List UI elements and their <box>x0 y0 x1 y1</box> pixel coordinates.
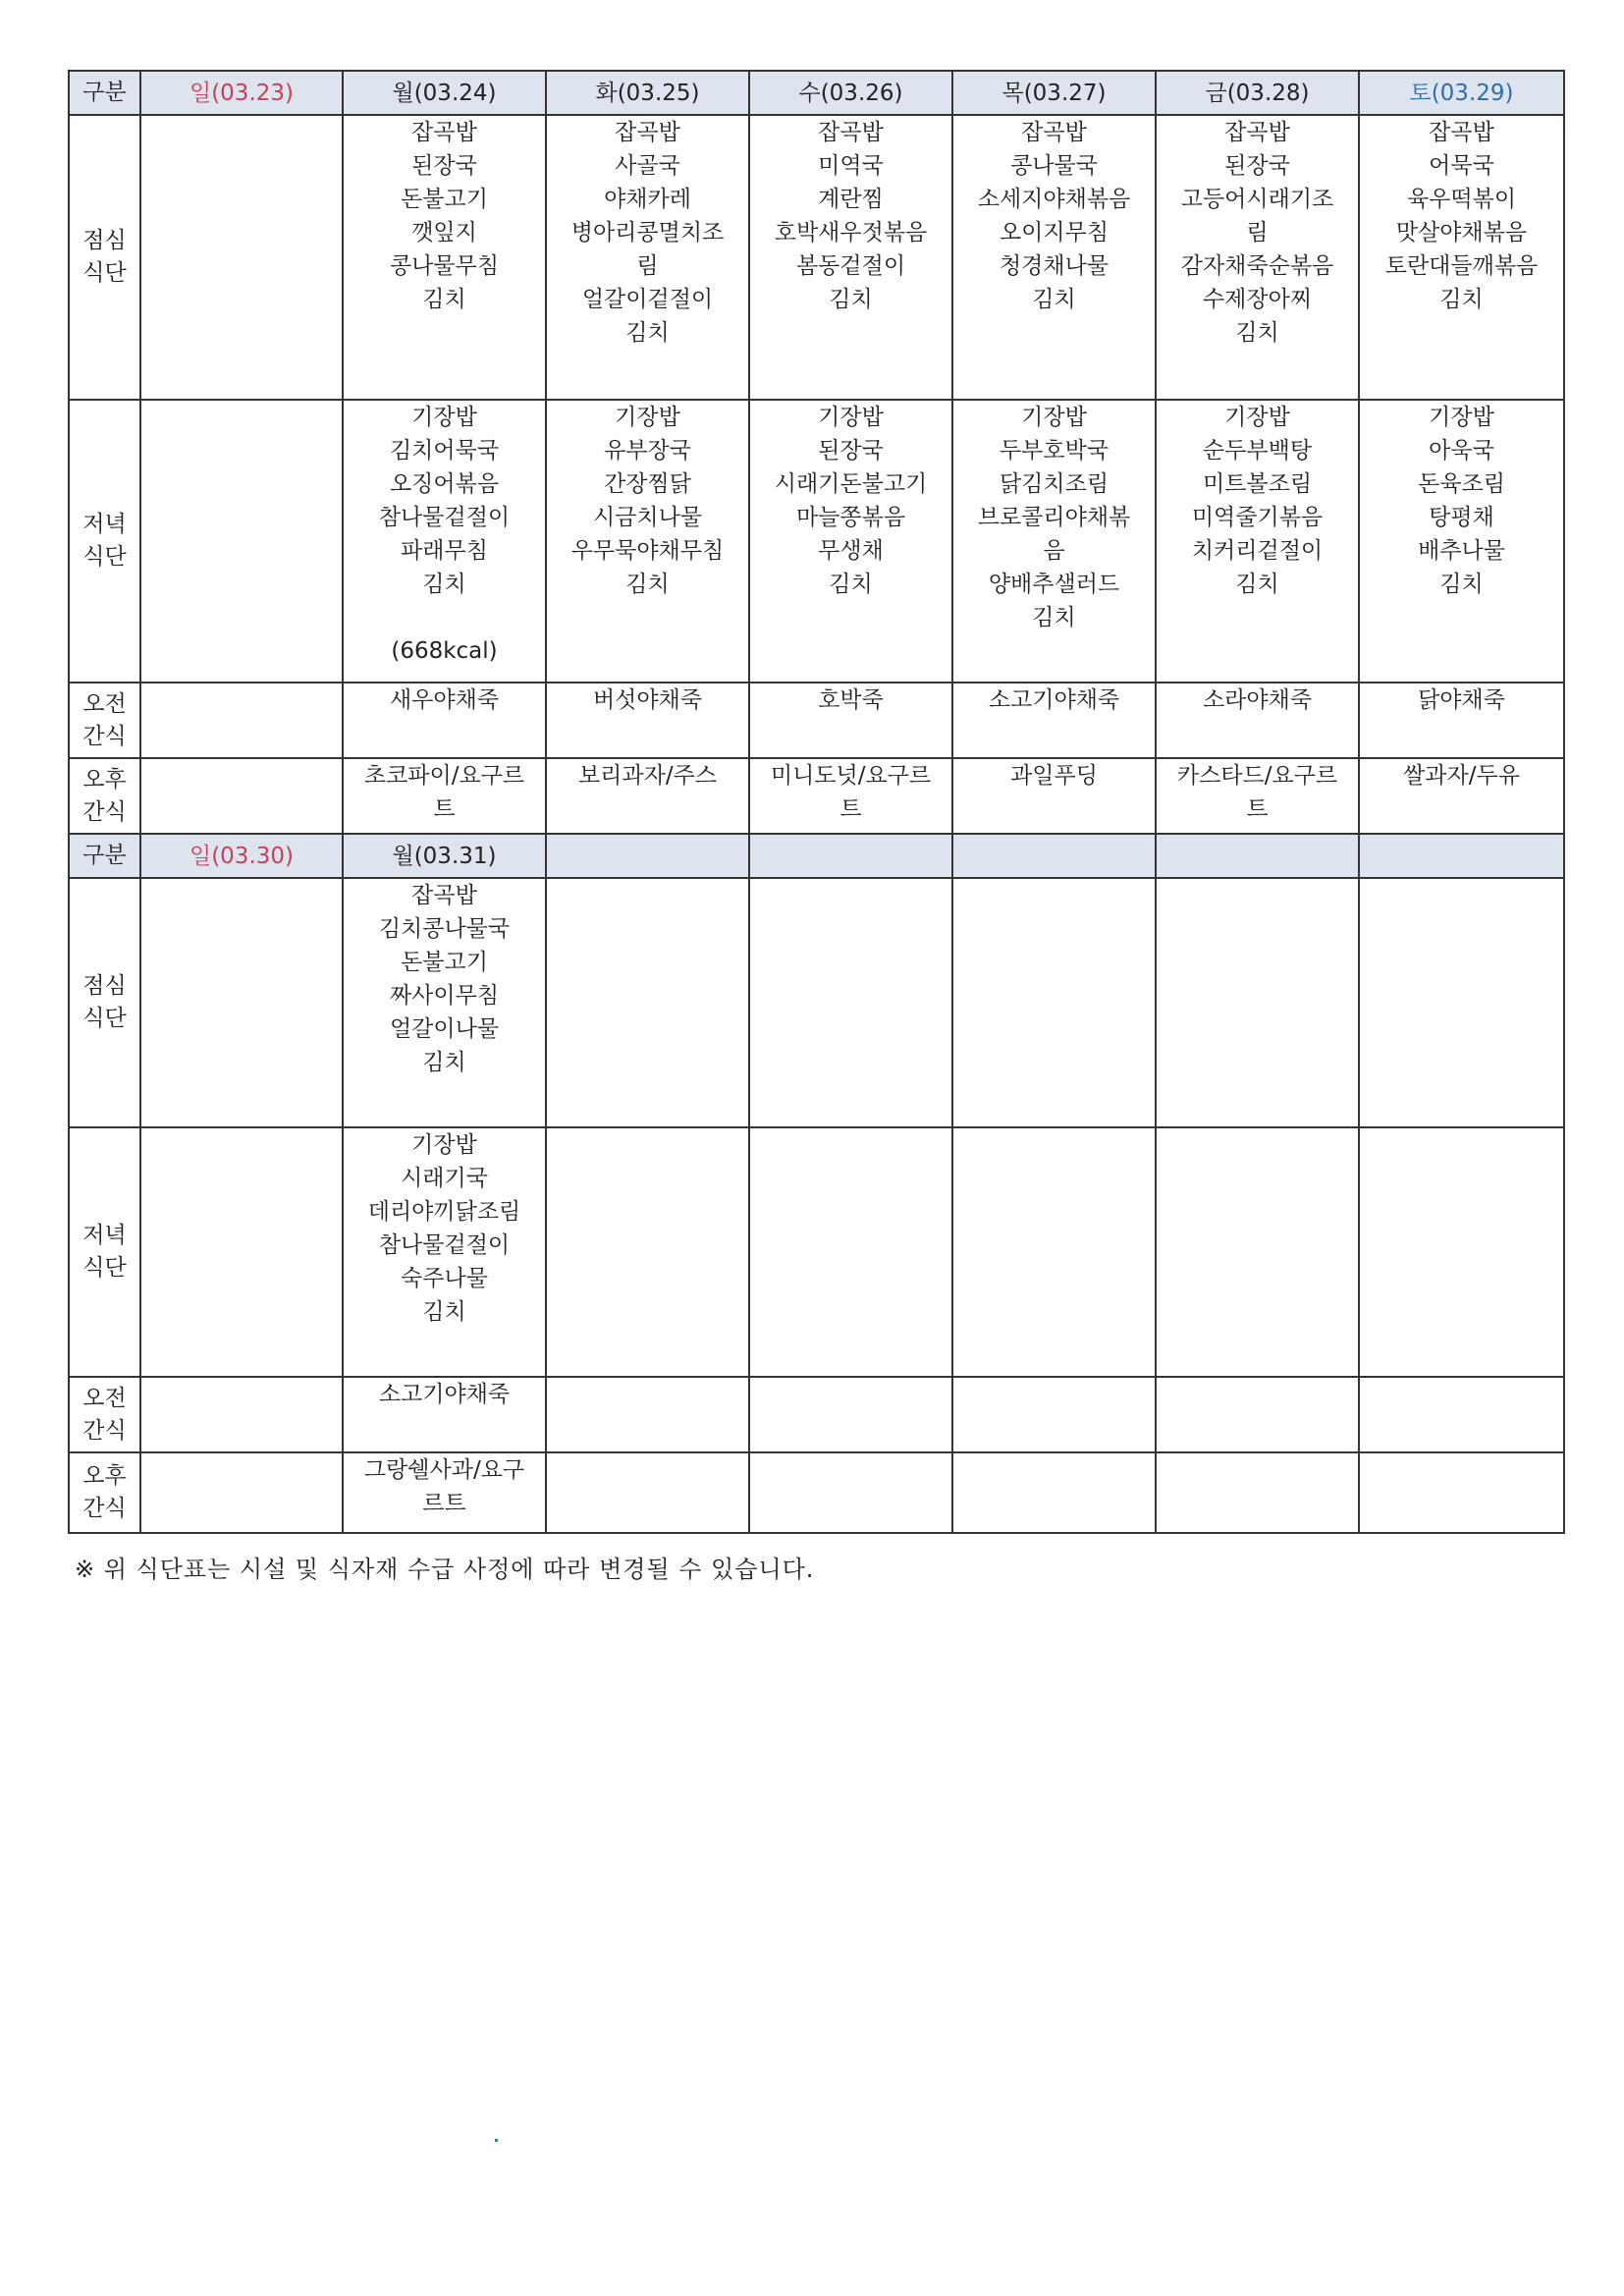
menu-item: 고등어시래기조 림 <box>1180 187 1334 246</box>
menu-item: 소고기야채죽 <box>988 687 1120 713</box>
menu-cell <box>546 758 749 834</box>
menu-item: 탕평채 <box>1429 505 1494 530</box>
menu-item: 수제장아찌 <box>1202 287 1313 312</box>
menu-cell <box>749 115 952 400</box>
menu-cell <box>343 758 546 834</box>
menu-item: 잡곡밥 <box>818 120 884 145</box>
menu-item: 과일푸딩 <box>1010 763 1098 789</box>
menu-item: 김치 <box>1439 572 1484 597</box>
menu-item: 김치 <box>625 320 670 346</box>
menu-cell <box>343 1377 546 1452</box>
menu-item: 보리과자/주스 <box>577 763 718 789</box>
day-header: 월(03.24) <box>343 71 546 115</box>
menu-item: 얼갈이겉절이 <box>581 287 714 312</box>
menu-item: 파래무침 <box>401 538 488 564</box>
menu-item: 된장국 <box>411 153 477 179</box>
menu-cell <box>952 1127 1156 1377</box>
menu-item: 마늘쫑볶음 <box>795 505 906 530</box>
menu-item: 미니도넛/요구르 트 <box>770 763 932 822</box>
menu-item: 콩나물무침 <box>389 253 500 279</box>
menu-cell <box>140 758 343 834</box>
menu-cell <box>1359 1377 1564 1452</box>
menu-item: 기장밥 <box>1021 405 1087 430</box>
menu-item: 어묵국 <box>1429 153 1494 179</box>
menu-item: 봄동겉절이 <box>795 253 906 279</box>
menu-item: 김치콩나물국 <box>378 916 511 942</box>
menu-item: 브로콜리야채볶 음 <box>977 505 1131 564</box>
row-label: 오전 간식 <box>69 683 140 758</box>
afternoon-snack-row <box>69 758 1564 834</box>
menu-cell <box>749 1377 952 1452</box>
row-label: 점심 식단 <box>69 878 140 1127</box>
menu-item: 짜사이무침 <box>389 983 500 1009</box>
menu-cell <box>1359 400 1564 683</box>
day-header <box>1359 834 1564 878</box>
menu-item: 돈불고기 <box>401 950 488 975</box>
day-header <box>952 834 1156 878</box>
menu-item: 김치 <box>1439 287 1484 312</box>
day-header: 수(03.26) <box>749 71 952 115</box>
menu-item: 카스타드/요구르 트 <box>1176 763 1338 822</box>
menu-item: 데리야끼닭조림 <box>367 1199 521 1225</box>
menu-item: 된장국 <box>1224 153 1290 179</box>
menu-cell <box>749 1127 952 1377</box>
menu-item: 무생채 <box>818 538 884 564</box>
menu-item: 시래기돈불고기 <box>774 471 928 497</box>
menu-item: 김치 <box>1032 605 1076 630</box>
menu-item: 돈육조림 <box>1418 471 1505 497</box>
menu-item: 깻잎지 <box>411 220 477 246</box>
row-label: 오후 간식 <box>69 1452 140 1533</box>
menu-item: 기장밥 <box>1429 405 1494 430</box>
menu-cell <box>1156 758 1359 834</box>
menu-item: 사골국 <box>615 153 680 179</box>
menu-cell <box>140 400 343 683</box>
menu-cell <box>343 400 546 683</box>
menu-cell <box>1156 115 1359 400</box>
day-header <box>546 834 749 878</box>
menu-item: 잡곡밥 <box>1224 120 1290 145</box>
menu-item: 청경채나물 <box>999 253 1110 279</box>
menu-item: 콩나물국 <box>1010 153 1098 179</box>
menu-item: 잡곡밥 <box>1429 120 1494 145</box>
menu-item: 기장밥 <box>1224 405 1290 430</box>
menu-cell <box>343 1452 546 1533</box>
row-label: 저녁 식단 <box>69 400 140 683</box>
menu-item: 소라야채죽 <box>1202 687 1313 713</box>
menu-cell <box>546 1452 749 1533</box>
menu-item: 김치 <box>422 1050 466 1075</box>
menu-item: 양배추샐러드 <box>988 572 1120 597</box>
menu-cell <box>140 115 343 400</box>
menu-item: 김치 <box>422 287 466 312</box>
day-header: 월(03.31) <box>343 834 546 878</box>
menu-item: 감자채죽순볶음 <box>1180 253 1334 279</box>
menu-item: 기장밥 <box>411 405 477 430</box>
lunch-row <box>69 878 1564 1127</box>
menu-item: 시금치나물 <box>592 505 703 530</box>
menu-item: 간장찜닭 <box>604 471 691 497</box>
menu-cell <box>343 683 546 758</box>
menu-item: 유부장국 <box>604 438 691 464</box>
menu-cell <box>749 683 952 758</box>
menu-item: 김치 <box>829 287 873 312</box>
menu-item: 야채카레 <box>604 187 691 212</box>
menu-item: 병아리콩멸치조 림 <box>570 220 725 279</box>
menu-cell <box>952 1452 1156 1533</box>
menu-item: 닭야채죽 <box>1418 687 1505 713</box>
menu-cell <box>343 878 546 1127</box>
menu-cell <box>140 878 343 1127</box>
menu-item: 두부호박국 <box>999 438 1110 464</box>
week1-header-row <box>69 71 1564 115</box>
menu-item: 김치 <box>625 572 670 597</box>
menu-cell <box>546 878 749 1127</box>
week2-header-row <box>69 834 1564 878</box>
lunch-row <box>69 115 1564 400</box>
dinner-row <box>69 1127 1564 1377</box>
menu-cell <box>749 400 952 683</box>
menu-item: 배추나물 <box>1418 538 1505 564</box>
meal-plan-body <box>69 71 1564 1533</box>
menu-cell <box>343 1127 546 1377</box>
menu-item: 계란찜 <box>818 187 884 212</box>
menu-item: 김치 <box>422 572 466 597</box>
scan-speck <box>495 2139 498 2142</box>
menu-cell <box>1359 878 1564 1127</box>
menu-cell <box>952 683 1156 758</box>
dinner-row <box>69 400 1564 683</box>
row-label: 오전 간식 <box>69 1377 140 1452</box>
menu-cell <box>952 1377 1156 1452</box>
day-header: 금(03.28) <box>1156 71 1359 115</box>
calorie-note: (668kcal) <box>391 638 498 664</box>
menu-cell <box>546 683 749 758</box>
menu-item: 김치어묵국 <box>389 438 500 464</box>
menu-item: 미역줄기볶음 <box>1191 505 1324 530</box>
menu-item: 그랑쉘사과/요구 르트 <box>363 1457 525 1516</box>
menu-cell <box>140 1452 343 1533</box>
menu-cell <box>546 1377 749 1452</box>
menu-item: 김치 <box>1235 572 1279 597</box>
menu-item: 얼갈이나물 <box>389 1016 500 1042</box>
menu-item: 미트볼조림 <box>1202 471 1313 497</box>
menu-cell <box>140 683 343 758</box>
menu-cell <box>952 115 1156 400</box>
day-header: 일(03.23) <box>140 71 343 115</box>
menu-item: 김치 <box>1032 287 1076 312</box>
menu-item: 된장국 <box>818 438 884 464</box>
menu-item: 호박새우젓볶음 <box>774 220 928 246</box>
menu-item: 호박죽 <box>818 687 884 713</box>
menu-cell <box>546 115 749 400</box>
menu-item: 김치 <box>1235 320 1279 346</box>
menu-cell <box>140 1127 343 1377</box>
menu-item: 시래기국 <box>401 1166 488 1191</box>
menu-item: 김치 <box>422 1299 466 1325</box>
day-header: 토(03.29) <box>1359 71 1564 115</box>
menu-item: 잡곡밥 <box>1021 120 1087 145</box>
menu-item: 오징어볶음 <box>389 471 500 497</box>
menu-cell <box>749 758 952 834</box>
menu-item: 잡곡밥 <box>615 120 680 145</box>
menu-item: 오이지무침 <box>999 220 1110 246</box>
menu-cell <box>952 758 1156 834</box>
menu-cell <box>546 400 749 683</box>
menu-cell <box>1156 1452 1359 1533</box>
menu-cell <box>1156 683 1359 758</box>
menu-item: 치커리겉절이 <box>1191 538 1324 564</box>
menu-item: 소세지야채볶음 <box>977 187 1131 212</box>
menu-item: 버섯야채죽 <box>592 687 703 713</box>
menu-cell <box>1156 1127 1359 1377</box>
row-label: 점심 식단 <box>69 115 140 400</box>
menu-cell <box>952 878 1156 1127</box>
morning-snack-row <box>69 1377 1564 1452</box>
menu-item: 김치 <box>829 572 873 597</box>
category-header: 구분 <box>69 834 140 878</box>
menu-item: 돈불고기 <box>401 187 488 212</box>
menu-cell <box>1359 683 1564 758</box>
menu-item: 참나물겉절이 <box>378 505 511 530</box>
row-label: 저녁 식단 <box>69 1127 140 1377</box>
menu-item: 숙주나물 <box>401 1266 488 1291</box>
menu-item: 토란대들깨볶음 <box>1384 253 1539 279</box>
afternoon-snack-row <box>69 1452 1564 1533</box>
menu-item: 쌀과자/두유 <box>1403 763 1520 789</box>
day-header: 화(03.25) <box>546 71 749 115</box>
menu-cell <box>749 1452 952 1533</box>
menu-cell <box>1359 115 1564 400</box>
menu-cell <box>749 878 952 1127</box>
row-label: 오후 간식 <box>69 758 140 834</box>
footer-note: ※ 위 식단표는 시설 및 식자재 수급 사정에 따라 변경될 수 있습니다. <box>75 1556 815 1583</box>
category-header: 구분 <box>69 71 140 115</box>
menu-item: 맛살야채볶음 <box>1395 220 1528 246</box>
menu-item: 닭김치조림 <box>999 471 1110 497</box>
day-header <box>749 834 952 878</box>
menu-cell <box>1156 400 1359 683</box>
menu-item: 기장밥 <box>615 405 680 430</box>
day-header: 일(03.30) <box>140 834 343 878</box>
menu-item: 기장밥 <box>818 405 884 430</box>
morning-snack-row <box>69 683 1564 758</box>
menu-cell <box>546 1127 749 1377</box>
menu-cell <box>1359 1452 1564 1533</box>
menu-cell <box>140 1377 343 1452</box>
menu-item: 잡곡밥 <box>411 120 477 145</box>
menu-item: 참나물겉절이 <box>378 1232 511 1258</box>
menu-cell <box>952 400 1156 683</box>
menu-item: 육우떡볶이 <box>1406 187 1517 212</box>
menu-cell <box>1156 1377 1359 1452</box>
meal-plan-table <box>68 70 1565 1534</box>
day-header <box>1156 834 1359 878</box>
menu-item: 새우야채죽 <box>389 687 500 713</box>
menu-item: 초코파이/요구르 트 <box>363 763 525 822</box>
menu-item: 소고기야채죽 <box>378 1382 511 1407</box>
menu-cell <box>1156 878 1359 1127</box>
menu-item: 기장밥 <box>411 1132 477 1158</box>
menu-item: 아욱국 <box>1429 438 1494 464</box>
day-header: 목(03.27) <box>952 71 1156 115</box>
menu-cell <box>1359 758 1564 834</box>
menu-item: 미역국 <box>818 153 884 179</box>
menu-cell <box>1359 1127 1564 1377</box>
menu-item: 우무묵야채무침 <box>570 538 725 564</box>
menu-cell <box>343 115 546 400</box>
menu-item: 잡곡밥 <box>411 883 477 908</box>
menu-item: 순두부백탕 <box>1202 438 1313 464</box>
